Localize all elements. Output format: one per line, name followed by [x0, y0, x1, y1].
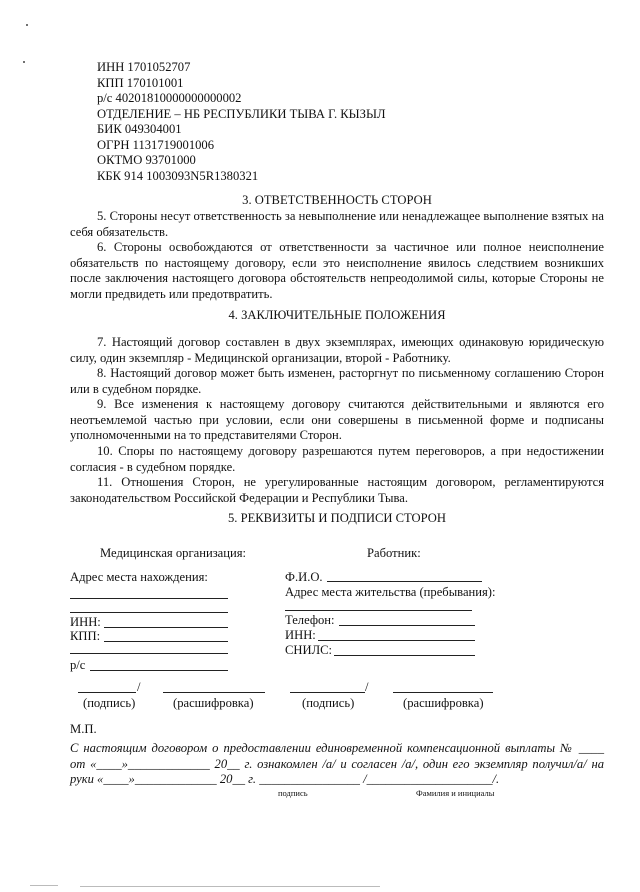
caption-signature: подпись [278, 788, 308, 798]
fio-line [327, 581, 482, 582]
inn-right-label: ИНН: [285, 628, 316, 642]
org-name-caption: (расшифровка) [173, 696, 254, 710]
residence-line [285, 610, 472, 611]
worker-sign-caption: (подпись) [302, 696, 355, 710]
bank-details [97, 60, 386, 184]
phone-label: Телефон: [285, 613, 335, 627]
kpp-extra-line [70, 653, 228, 654]
kpp-line [104, 641, 228, 642]
fio-label: Ф.И.О. [285, 570, 323, 584]
worker-sign-slash: / [365, 680, 369, 694]
bank-kbk: КБК 914 1003093N5R1380321 [97, 168, 259, 183]
paragraph-8: 8. Настоящий договор может быть изменен, расторгнут по письменному соглашению Сторон или в судебном порядке. [70, 366, 604, 396]
phone-line [339, 625, 475, 626]
section4-heading: 4. ЗАКЛЮЧИТЕЛЬНЫЕ ПОЛОЖЕНИЯ [228, 308, 446, 322]
rs-label: р/с [70, 658, 86, 672]
address-line-1 [70, 598, 228, 599]
paragraph-11: 11. Отношения Сторон, не урегулированные настоящим договором, регламентируются законодательством Российской Федерации и Республики Тыва. [70, 475, 604, 505]
caption-name: Фамилия и инициалы [416, 788, 495, 798]
snils-label: СНИЛС: [285, 643, 333, 657]
worker-name-caption: (расшифровка) [403, 696, 484, 710]
bank-inn: ИНН 1701052707 [97, 60, 191, 74]
stamp-label: М.П. [70, 722, 97, 736]
paragraph-5: 5. Стороны несут ответственность за невыполнение или ненадлежащее выполнение взятых на себя обязательств. [70, 209, 604, 239]
bank-ogrn: ОГРН 1131719001006 [97, 137, 215, 152]
snils-line [334, 655, 475, 656]
bank-bik: БИК 049304001 [97, 122, 182, 136]
scan-edge-mark [80, 886, 380, 887]
paragraph-9: 9. Все изменения к настоящему договору считаются действительными и являются его неотъемлемой частью при условии, если они совершены в письменной форме и подписаны уполномоченными на то представителями Сторон. [70, 397, 604, 442]
org-sign-caption: (подпись) [83, 696, 136, 710]
med-org-label: Медицинская организация: [100, 546, 247, 560]
bank-rs: р/с 40201810000000000002 [97, 91, 242, 105]
paragraph-6: 6. Стороны освобождаются от ответственности за частичное или полное неисполнение обязательств по настоящему договору, если это неисполнение явилось следствием возникших после заключения настоящего договора обстоятельств непреодолимой силы, которые Стороны не могли предвидеть или предотвратить. [70, 240, 604, 301]
worker-label: Работник: [367, 546, 421, 560]
residence-label: Адрес места жительства (пребывания): [285, 585, 496, 599]
address-label: Адрес места нахождения: [70, 570, 208, 584]
inn-right-line [318, 640, 475, 641]
bank-branch: ОТДЕЛЕНИЕ – НБ РЕСПУБЛИКИ ТЫВА Г. КЫЗЫЛ [97, 106, 386, 121]
acknowledgment-text: С настоящим договором о предоставлении единовременной компенсационной выплаты № ____ от «____»_____________ 20__ г. ознакомлен /а/ и согласен /а/, один его экземпляр получил/а/ на руки «____»_____________ 20__ г. ________________ /____________________/. [70, 741, 604, 786]
inn-left-line [104, 627, 228, 628]
section5-heading: 5. РЕКВИЗИТЫ И ПОДПИСИ СТОРОН [227, 511, 446, 525]
org-sign-line [78, 692, 136, 693]
bank-oktmo: ОКТМО 93701000 [97, 153, 196, 167]
paragraph-7: 7. Настоящий договор составлен в двух экземплярах, имеющих одинаковую юридическую силу, один экземпляр - Медицинской организации, второй - Работнику. [70, 335, 604, 365]
kpp-label: КПП: [70, 629, 101, 643]
scan-edge-mark [30, 885, 58, 886]
worker-sign-line [290, 692, 365, 693]
rs-line [90, 670, 228, 671]
section3-heading: 3. ОТВЕТСТВЕННОСТЬ СТОРОН [242, 193, 432, 207]
paragraph-10: 10. Споры по настоящему договору разрешаются путем переговоров, а при недостижении согласия - в судебном порядке. [70, 444, 604, 474]
address-line-2 [70, 612, 228, 613]
scan-dot [26, 24, 28, 26]
org-sign-slash: / [137, 680, 141, 694]
bank-kpp: КПП 170101001 [97, 75, 184, 90]
org-name-line [163, 692, 265, 693]
scan-dot [23, 61, 25, 63]
inn-left-label: ИНН: [70, 615, 101, 629]
worker-name-line [393, 692, 493, 693]
